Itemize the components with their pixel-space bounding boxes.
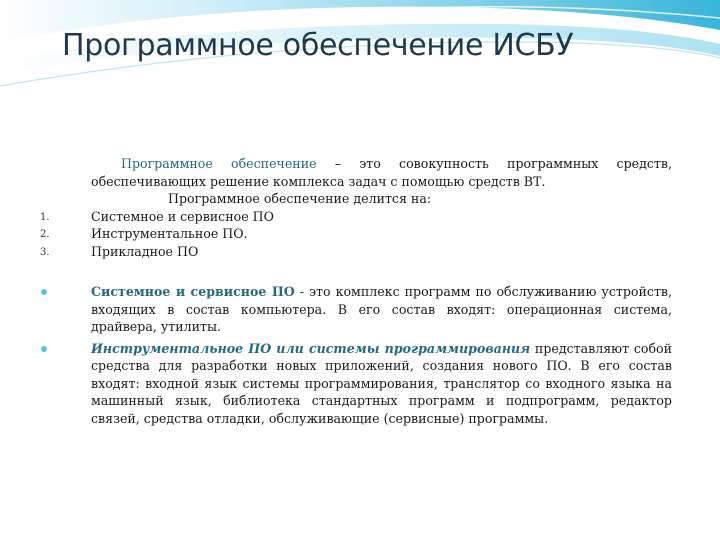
intro-text: – это совокупность программных средств, обеспечивающих решение комплекса задач с помощью средств ВТ.: [91, 156, 672, 189]
bullet-text: представляют собой средства для разработки новых приложений, создания нового ПО. В его состав входят: входной язык системы программирования, транслятор со входного языка на машинный язык, библиотека стандартных программ и подпрограмм, редактор связей, средства отладки, обслуживающие (сервисные) программы.: [91, 340, 673, 426]
bullet-dot-icon: [41, 346, 47, 352]
list-number: 1.: [40, 211, 50, 223]
numbered-list: [40, 208, 680, 261]
list-item: [40, 225, 680, 243]
list-item-text: Инструментальное ПО.: [91, 226, 248, 241]
slide-body: [40, 155, 680, 431]
intro-paragraph: [91, 155, 672, 190]
list-item: [40, 208, 680, 226]
bullet-item: [40, 283, 680, 336]
slide-title: Программное обеспечение ИСБУ: [62, 28, 574, 63]
bullet-list: [40, 283, 680, 427]
list-item: [40, 243, 680, 261]
list-number: 3.: [40, 246, 50, 258]
divide-line: Программное обеспечение делится на:: [168, 191, 432, 206]
list-item-text: Прикладное ПО: [91, 243, 199, 259]
bullet-term: Инструментальное ПО или системы программирования: [91, 340, 531, 356]
bullet-text: - это комплекс программ по обслуживанию устройств, входящих в состав компьютера. В его состав входят: операционная система, драйвера, утилиты.: [91, 284, 673, 334]
bullet-term: Системное и сервисное ПО: [91, 284, 295, 299]
intro-term: Программное обеспечение: [121, 156, 317, 171]
list-number: 2.: [40, 229, 50, 240]
list-item-text: Системное и сервисное ПО: [91, 208, 274, 224]
bullet-item: [40, 340, 680, 428]
bullet-dot-icon: [41, 289, 47, 295]
